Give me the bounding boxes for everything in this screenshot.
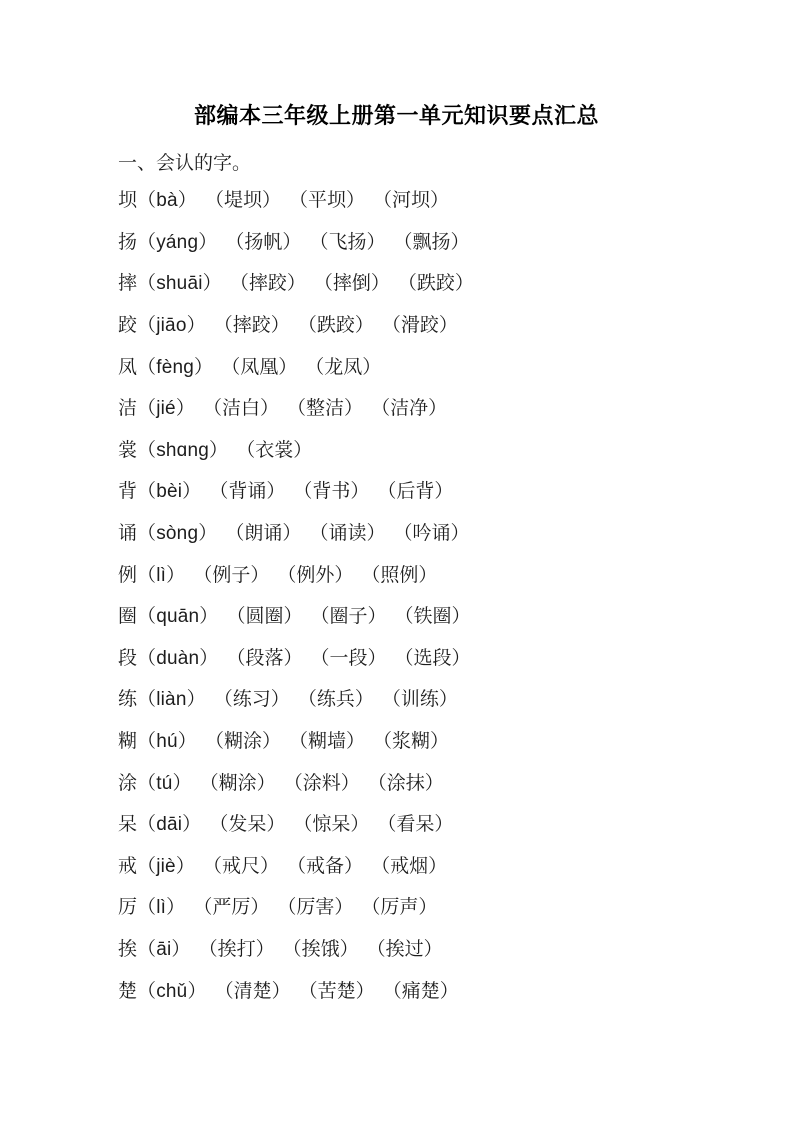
character-entry-row — [118, 760, 675, 802]
word-group: （苦楚） — [298, 980, 375, 1002]
character-entry-row — [118, 885, 675, 927]
word-group: （糊涂） — [199, 772, 276, 794]
word-group: （飘扬） — [393, 231, 470, 253]
hanzi-character: 扬 — [118, 231, 138, 253]
page-title: 部编本三年级上册第一单元知识要点汇总 — [193, 103, 599, 128]
pinyin-group: （chǔ） — [137, 980, 207, 1002]
hanzi-character: 凤 — [118, 356, 138, 378]
pinyin-group: （duàn） — [137, 647, 219, 669]
character-entry-row — [118, 927, 675, 969]
character-entry-row — [118, 594, 675, 636]
word-group: （照例） — [361, 564, 438, 586]
hanzi-character: 背 — [118, 481, 138, 503]
hanzi-character: 坝 — [118, 190, 138, 212]
word-group: （平坝） — [288, 190, 365, 212]
word-group: （摔跤） — [229, 273, 306, 295]
character-entry-row — [118, 344, 675, 386]
word-group: （龙凤） — [305, 356, 382, 378]
pinyin-group: （liàn） — [137, 689, 206, 711]
word-group: （河坝） — [372, 190, 449, 212]
character-entry-row — [118, 261, 675, 303]
word-group: （选段） — [394, 647, 471, 669]
character-entry-row — [118, 719, 675, 761]
character-entry-row — [118, 178, 675, 220]
word-group: （训练） — [381, 689, 458, 711]
word-group: （例子） — [193, 564, 270, 586]
word-group: （诵读） — [309, 523, 386, 545]
word-group: （凤凰） — [221, 356, 298, 378]
word-group: （惊呆） — [293, 814, 370, 836]
character-entry-row — [118, 636, 675, 678]
word-group: （摔跤） — [213, 315, 290, 337]
word-group: （洁白） — [203, 398, 280, 420]
word-group: （整洁） — [287, 398, 364, 420]
character-list — [118, 178, 675, 1010]
word-group: （发呆） — [209, 814, 286, 836]
word-group: （戒尺） — [203, 855, 280, 877]
word-group: （严厉） — [193, 897, 270, 919]
hanzi-character: 诵 — [118, 523, 138, 545]
word-group: （背书） — [293, 481, 370, 503]
word-group: （例外） — [277, 564, 354, 586]
word-group: （涂料） — [283, 772, 360, 794]
hanzi-character: 楚 — [118, 980, 138, 1002]
word-group: （跌跤） — [297, 315, 374, 337]
word-group: （圈子） — [310, 606, 387, 628]
character-entry-row — [118, 428, 675, 470]
pinyin-group: （dāi） — [137, 814, 202, 836]
character-entry-row — [118, 469, 675, 511]
word-group: （背诵） — [209, 481, 286, 503]
pinyin-group: （lì） — [137, 897, 186, 919]
word-group: （练兵） — [297, 689, 374, 711]
word-group: （糊涂） — [204, 731, 281, 753]
word-group: （衣裳） — [236, 439, 313, 461]
character-entry-row — [118, 677, 675, 719]
word-group: （厉声） — [361, 897, 438, 919]
pinyin-group: （fèng） — [137, 356, 214, 378]
word-group: （滑跤） — [381, 315, 458, 337]
pinyin-group: （āi） — [137, 938, 191, 960]
hanzi-character: 例 — [118, 564, 138, 586]
word-group: （挨饿） — [282, 938, 359, 960]
pinyin-group: （sòng） — [137, 523, 218, 545]
word-group: （清楚） — [214, 980, 291, 1002]
character-entry-row — [118, 968, 675, 1010]
word-group: （飞扬） — [309, 231, 386, 253]
hanzi-character: 洁 — [118, 398, 138, 420]
word-group: （铁圈） — [394, 606, 471, 628]
pinyin-group: （lì） — [137, 564, 186, 586]
word-group: （堤坝） — [204, 190, 281, 212]
word-group: （挨过） — [366, 938, 443, 960]
character-entry-row — [118, 303, 675, 345]
word-group: （涂抹） — [367, 772, 444, 794]
pinyin-group: （yáng） — [137, 231, 218, 253]
character-entry-row — [118, 844, 675, 886]
word-group: （洁净） — [371, 398, 448, 420]
pinyin-group: （hú） — [137, 731, 197, 753]
character-entry-row — [118, 552, 675, 594]
hanzi-character: 练 — [118, 689, 138, 711]
pinyin-group: （bèi） — [137, 481, 202, 503]
word-group: （后背） — [377, 481, 454, 503]
character-entry-row — [118, 386, 675, 428]
pinyin-group: （tú） — [137, 772, 192, 794]
hanzi-character: 跤 — [118, 315, 138, 337]
character-entry-row — [118, 220, 675, 262]
character-entry-row — [118, 511, 675, 553]
hanzi-character: 呆 — [118, 814, 138, 836]
word-group: （糊墙） — [288, 731, 365, 753]
word-group: （扬帆） — [225, 231, 302, 253]
pinyin-group: （jiāo） — [137, 315, 206, 337]
hanzi-character: 段 — [118, 647, 138, 669]
word-group: （跌跤） — [397, 273, 474, 295]
pinyin-group: （jiè） — [137, 855, 196, 877]
pinyin-group: （jié） — [137, 398, 196, 420]
word-group: （一段） — [310, 647, 387, 669]
hanzi-character: 圈 — [118, 606, 138, 628]
word-group: （圆圈） — [226, 606, 303, 628]
word-group: （段落） — [226, 647, 303, 669]
word-group: （挨打） — [198, 938, 275, 960]
hanzi-character: 裳 — [118, 439, 138, 461]
word-group: （吟诵） — [393, 523, 470, 545]
word-group: （厉害） — [277, 897, 354, 919]
pinyin-group: （bà） — [137, 190, 197, 212]
word-group: （朗诵） — [225, 523, 302, 545]
word-group: （戒备） — [287, 855, 364, 877]
hanzi-character: 厉 — [118, 897, 138, 919]
section-heading: 一、会认的字。 — [118, 153, 252, 174]
character-entry-row — [118, 802, 675, 844]
hanzi-character: 摔 — [118, 273, 138, 295]
pinyin-group: （shuāi） — [137, 273, 222, 295]
hanzi-character: 涂 — [118, 772, 138, 794]
word-group: （看呆） — [377, 814, 454, 836]
pinyin-group: （shɑng） — [137, 439, 229, 461]
hanzi-character: 戒 — [118, 855, 138, 877]
word-group: （练习） — [213, 689, 290, 711]
hanzi-character: 挨 — [118, 938, 138, 960]
pinyin-group: （quān） — [137, 606, 219, 628]
word-group: （痛楚） — [382, 980, 459, 1002]
word-group: （戒烟） — [371, 855, 448, 877]
word-group: （摔倒） — [313, 273, 390, 295]
word-group: （浆糊） — [372, 731, 449, 753]
hanzi-character: 糊 — [118, 731, 138, 753]
